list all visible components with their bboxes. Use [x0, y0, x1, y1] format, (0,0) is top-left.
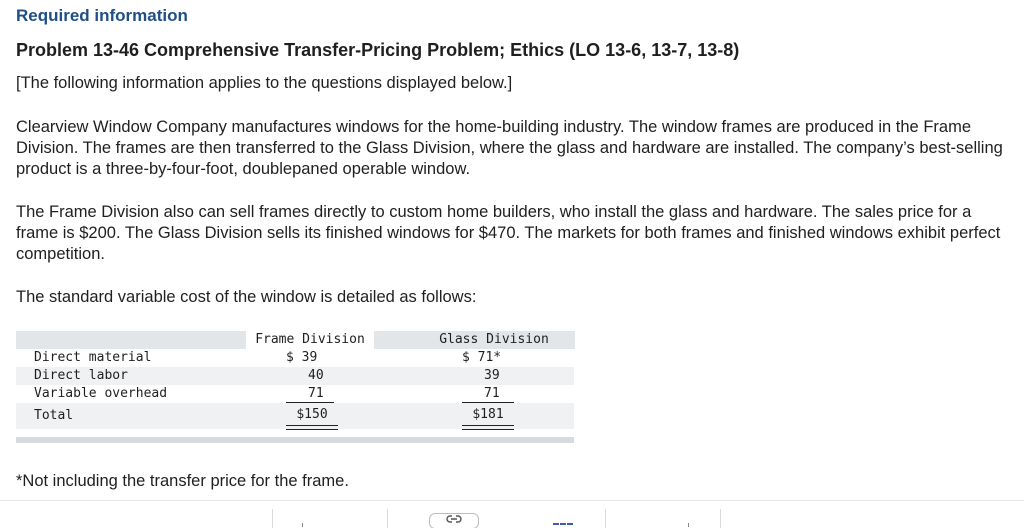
toolbar-divider: [272, 509, 273, 528]
bottom-toolbar: [0, 500, 1024, 528]
table-footer-bar: [16, 437, 574, 443]
paragraph-company-description: Clearview Window Company manufactures windows for the home-building industry. The window frames are produced in the Frame Division. The frames are then transferred to the Glass Division, where the glass and hardware are installed. The company’s best-selling product is a three-by-four-foot, doublepaned operable window.: [16, 118, 1003, 178]
link-icon[interactable]: [429, 513, 479, 528]
glass-variable-overhead-value: 71: [462, 385, 514, 403]
glass-direct-material-value: $ 71*: [462, 350, 502, 365]
grid-icon[interactable]: [553, 523, 573, 528]
frame-direct-material-value: $ 39: [286, 350, 318, 365]
intro-note: [The following information applies to the questions displayed below.]: [16, 74, 513, 92]
frame-direct-labor-value: 40: [308, 368, 324, 383]
problem-title: Problem 13-46 Comprehensive Transfer-Pricing Problem; Ethics (LO 13-6, 13-7, 13-8): [16, 40, 740, 60]
frame-total-text: $150: [296, 407, 328, 422]
toolbar-divider: [720, 509, 721, 528]
table-row: [16, 367, 574, 385]
link-icon-glyph: [446, 514, 462, 524]
toolbar-divider: [387, 509, 388, 528]
column-header-glass-division: Glass Division: [413, 331, 575, 349]
table-header-row: [16, 331, 574, 349]
double-underline: [286, 425, 338, 430]
double-underline: [462, 425, 514, 430]
table-row: [16, 385, 574, 403]
toolbar-mark: [688, 523, 693, 527]
frame-variable-overhead-value: 71: [286, 385, 334, 403]
row-label-variable-overhead: Variable overhead: [34, 386, 168, 401]
variable-cost-table: [16, 331, 574, 443]
row-label-direct-labor: Direct labor: [34, 368, 128, 383]
toolbar-mark: [302, 523, 307, 527]
glass-total-text: $181: [472, 407, 504, 422]
table-total-row: [16, 403, 574, 429]
paragraph-market-prices: The Frame Division also can sell frames directly to custom home builders, who install the glass and hardware. The sales price for a frame is $200. The Glass Division sells its finished windows for $470. The markets for both frames and finished windows exhibit perfect competition.: [16, 203, 1001, 263]
toolbar-divider: [605, 509, 606, 528]
glass-total-value: [462, 403, 514, 429]
paragraph-cost-intro: The standard variable cost of the window is detailed as follows:: [16, 288, 477, 306]
row-label-direct-material: Direct material: [34, 350, 152, 365]
footnote: *Not including the transfer price for the frame.: [16, 472, 349, 490]
column-header-frame-division: Frame Division: [246, 331, 374, 349]
required-information-heading: Required information: [16, 6, 188, 25]
row-label-total: Total: [34, 408, 74, 423]
table-row: [16, 349, 574, 367]
glass-direct-labor-value: 39: [484, 368, 500, 383]
frame-total-value: [286, 403, 338, 429]
